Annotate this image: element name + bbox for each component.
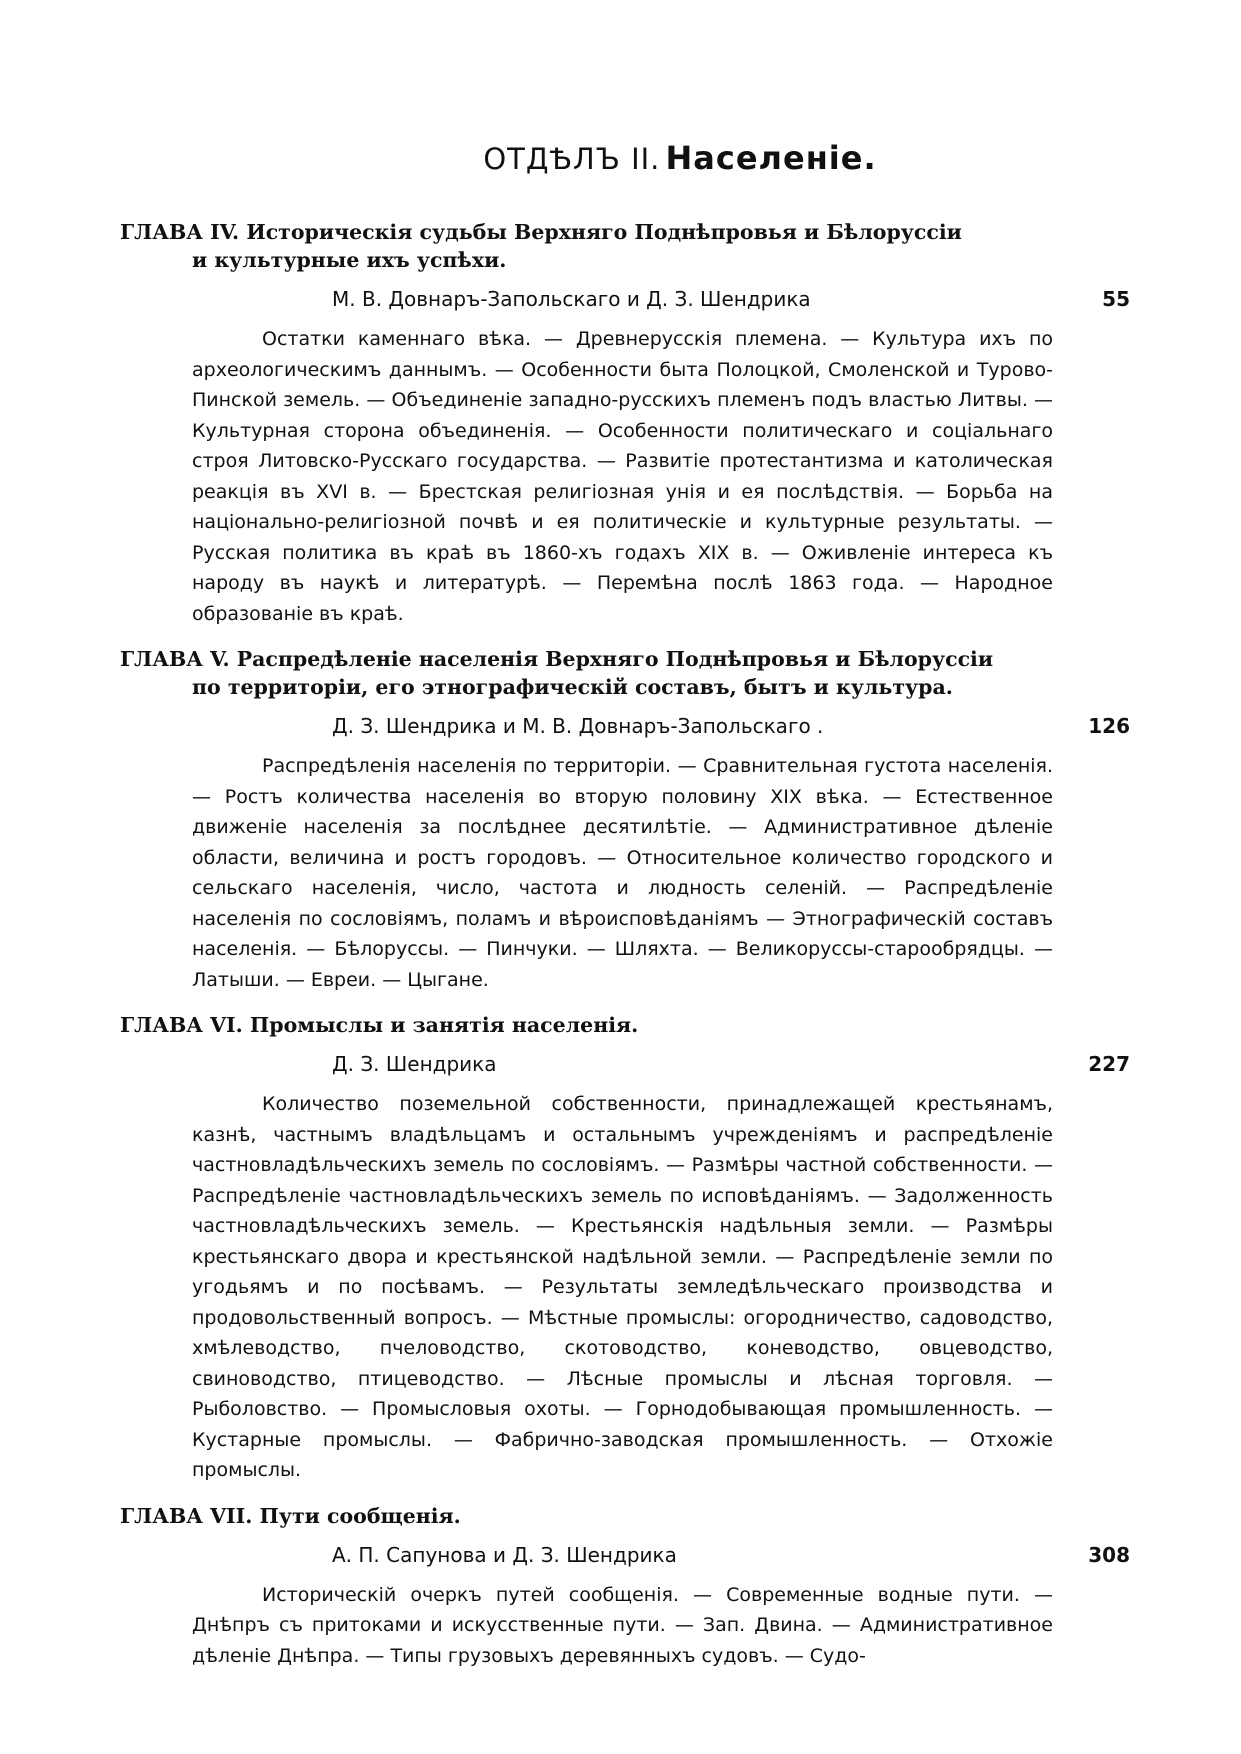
chapter-heading-line1: ГЛАВА VI. Промыслы и занятiя населенiя. [120,1013,639,1037]
chapter-author-line [120,280,1130,318]
chapter-summary: Историческiй очеркъ путей сообщенiя. — Современные водные пути. — Днѣпръ съ притоками и искусственные пути. — Зап. Двина. — Административное дѣленiе Днѣпра. — Типы грузовыхъ деревянныхъ судовъ. — Судо- [192,1583,1053,1667]
chapter-summary: Остатки каменнаго вѣка. — Древнерусскiя племена. — Культура ихъ по археологическимъ даннымъ. — Особенности быта Полоцкой, Смоленской и Турово-Пинской земель. — Объединенiе западно-русскихъ племенъ подъ властью Литвы. — Культурная сторона объединенiя. — Особенности политическаго и соцiальнаго строя Литовско-Русскаго государства. — Развитiе протестантизма и католическая реакцiя въ XVI в. — Брестская религiозная унiя и ея послѣдствiя. — Борьба на нацiонально-религiозной почвѣ и ея политическiе и культурные результаты. — Русская политика въ краѣ въ 1860-хъ годахъ XIX в. — Оживленiе интереса къ народу въ наукѣ и литературѣ. — Перемѣна послѣ 1863 года. — Народное образованiе въ краѣ. [192,328,1053,625]
chapter-heading-line2: по территорiи, его этнографическiй составъ, бытъ и культура. [192,675,953,699]
chapter-authors: Д. З. Шендрика [332,1052,497,1076]
chapter-author-line [120,1536,1130,1574]
chapter-authors: А. П. Сапунова и Д. З. Шендрика [332,1542,677,1567]
chapter-heading-line2: и культурные ихъ успѣхи. [192,248,507,272]
chapter-heading [120,645,1130,701]
chapter-summary: Количество поземельной собственности, принадлежащей крестьянамъ, казнѣ, частнымъ владѣльцамъ и остальнымъ учрежденiямъ и распредѣленiе частновладѣльческихъ земель по сословiямъ. — Размѣры частной собственности. — Распредѣленiе частновладѣльческихъ земель по исповѣданiямъ. — Задолженность частновладѣльческихъ земель. — Крестьянскiя надѣльныя земли. — Размѣры крестьянскаго двора и крестьянской надѣльной земли. — Распредѣленiе земли по угодьямъ и по посѣвамъ. — Результаты земледѣльческаго производства и продовольственный вопросъ. — Мѣстные промыслы: огородничество, садоводство, хмѣлеводство, пчеловодство, скотоводство, коневодство, овцеводство, свиноводство, птицеводство. — Лѣсные промыслы и лѣсная торговля. — Рыболовство. — Промысловыя охоты. — Горнодобывающая промышленность. — Кустарные промыслы. — Фабрично-заводская промышленность. — Отхожiе промыслы. [192,1093,1053,1481]
chapter-page-number: 227 [1088,1052,1130,1076]
chapter-summary: Распредѣленiя населенiя по территорiи. — Сравнительная густота населенiя. — Ростъ количества населенiя во вторую половину XIX вѣка. — Естественное движенiе населенiя за послѣднее десятилѣтiе. — Административное дѣленiе области, величина и ростъ городовъ. — Относительное количество городского и сельскаго населенiя, число, частота и людность селенiй. — Распредѣленiе населенiя по сословiямъ, поламъ и вѣроисповѣданiямъ — Этнографическiй составъ населенiя. — Бѣлоруссы. — Пинчуки. — Шляхта. — Великоруссы-старообрядцы. — Латыши. — Евреи. — Цыгане. [192,755,1053,991]
chapter-4 [120,218,1130,629]
chapter-6 [120,1011,1130,1486]
chapter-page-number: 55 [1102,287,1130,311]
chapter-authors: Д. З. Шендрика и М. В. Довнаръ-Запольскаго . [332,714,824,738]
contents-page [120,128,1130,1728]
chapter-authors: М. В. Довнаръ-Запольскаго и Д. З. Шендрика [332,287,811,311]
section-label: ОТДѢЛЪ II. [483,142,661,176]
chapter-author-line [120,1045,1130,1083]
chapter-heading-line1: ГЛАВА VII. Пути сообщенiя. [120,1503,461,1528]
section-title [120,128,1130,194]
chapter-heading [120,1502,1130,1530]
chapter-5 [120,645,1130,995]
chapter-page-number: 308 [1088,1542,1130,1567]
section-name: Населенiе. [665,139,877,177]
chapter-7 [120,1502,1130,1672]
chapter-heading-line1: ГЛАВА IV. Историческiя судьбы Верхняго Поднѣпровья и Бѣлоруссiи [120,220,962,244]
chapter-page-number: 126 [1088,714,1130,738]
chapter-heading [120,218,1130,274]
chapter-heading [120,1011,1130,1039]
chapter-heading-line1: ГЛАВА V. Распредѣленiе населенiя Верхняго Поднѣпровья и Бѣлоруссiи [120,647,994,671]
chapter-author-line [120,707,1130,745]
